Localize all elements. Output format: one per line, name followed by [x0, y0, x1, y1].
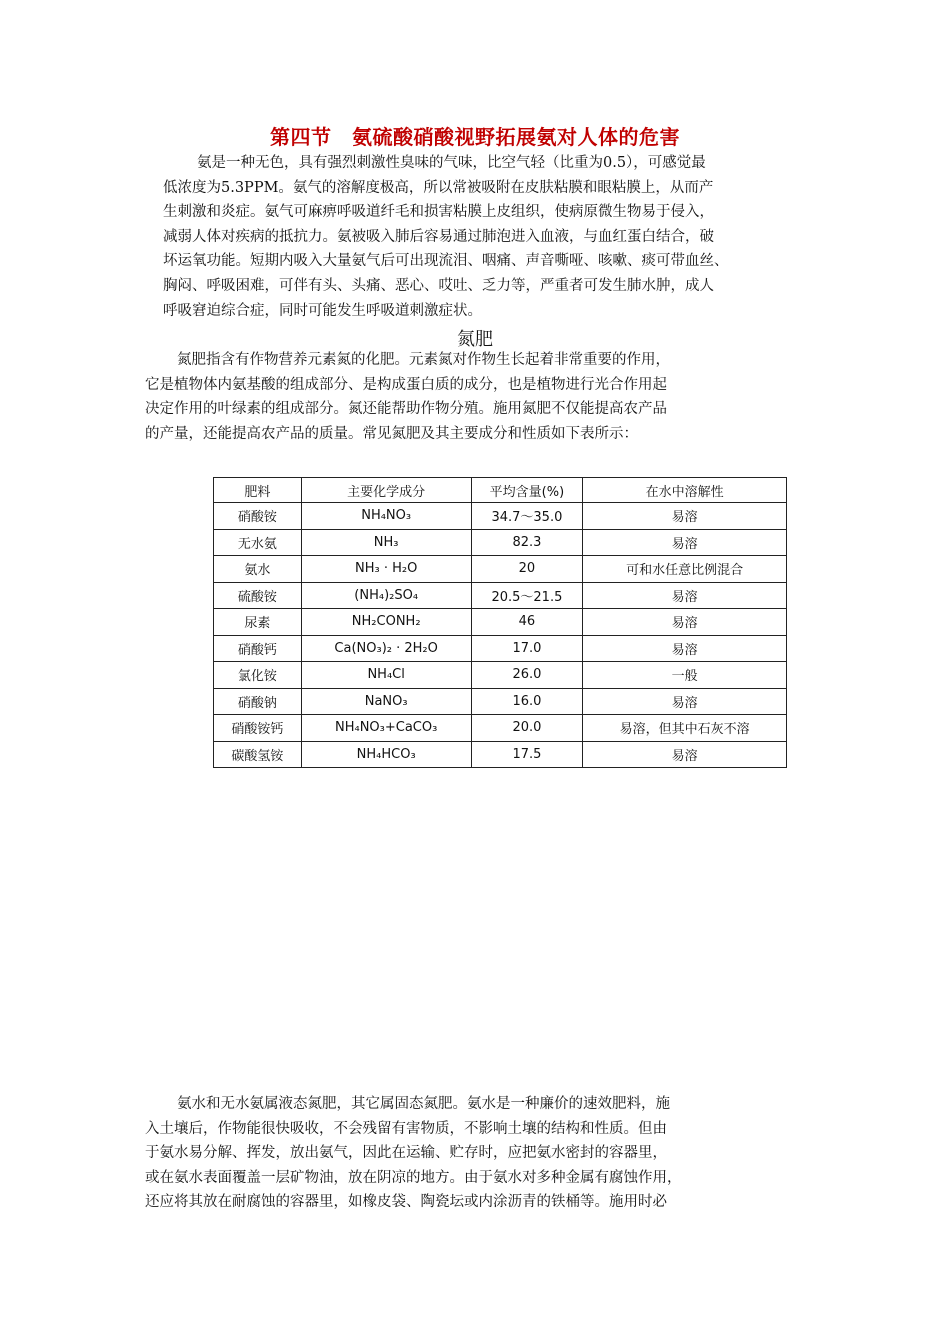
text-line: 减弱人体对疾病的抵抗力。氨被吸入肺后容易通过肺泡进入血液，与血红蛋白结合，破	[163, 228, 714, 245]
ammonia-hazard-paragraph	[163, 151, 729, 323]
text-line: 坏运氧功能。短期内吸入大量氨气后可出现流泪、咽痛、声音嘶哑、咳嗽、痰可带血丝、	[163, 253, 729, 270]
table-cell: NH₄Cl	[301, 662, 471, 689]
header-solubility: 在水中溶解性	[583, 478, 787, 503]
table-cell: NH₃ · H₂O	[301, 556, 471, 583]
text-line: 氨是一种无色，具有强烈刺激性臭味的气味，比空气轻（比重为0.5），可感觉最	[197, 155, 706, 171]
table-row	[214, 688, 787, 715]
table-cell: NH₃	[301, 529, 471, 556]
text-line: 它是植物体内氨基酸的组成部分、是构成蛋白质的成分，也是植物进行光合作用起	[145, 376, 667, 393]
table-cell: 20.5～21.5	[471, 582, 583, 609]
table-cell: Ca(NO₃)₂ · 2H₂O	[301, 635, 471, 662]
table-row	[214, 529, 787, 556]
table-cell: 34.7～35.0	[471, 503, 583, 530]
nitrogen-fertilizer-paragraph	[145, 348, 670, 446]
text-line: 入土壤后，作物能很快吸收，不会残留有害物质，不影响土壤的结构和性质。但由	[145, 1120, 667, 1137]
text-line: 呼吸窘迫综合症，同时可能发生呼吸道刺激症状。	[163, 302, 482, 319]
table-header-row	[214, 478, 787, 503]
header-content: 平均含量(%)	[471, 478, 583, 503]
table-row	[214, 635, 787, 662]
table-row	[214, 556, 787, 583]
table-cell: 20.0	[471, 715, 583, 742]
text-line: 的产量，还能提高农产品的质量。常见氮肥及其主要成分和性质如下表所示：	[145, 425, 638, 442]
fertilizer-table	[213, 477, 787, 768]
header-fertilizer: 肥料	[214, 478, 302, 503]
table-cell: 硝酸铵钙	[214, 715, 302, 742]
table-cell: 易溶	[583, 741, 787, 768]
table-cell: 易溶	[583, 688, 787, 715]
fertilizer-table-container	[213, 477, 787, 768]
text-line: 或在氨水表面覆盖一层矿物油，放在阴凉的地方。由于氨水对多种金属有腐蚀作用，	[145, 1169, 682, 1186]
text-line: 决定作用的叶绿素的组成部分。氮还能帮助作物分殖。施用氮肥不仅能提高农产品	[145, 401, 667, 418]
table-cell: NaNO₃	[301, 688, 471, 715]
table-cell: 26.0	[471, 662, 583, 689]
text-line: 氨水和无水氨属液态氮肥，其它属固态氮肥。氨水是一种廉价的速效肥料，施	[177, 1096, 670, 1112]
table-cell: 易溶，但其中石灰不溶	[583, 715, 787, 742]
ammonia-water-paragraph	[145, 1092, 682, 1215]
table-row	[214, 715, 787, 742]
section-subtitle: 氮肥	[457, 329, 493, 350]
table-cell: NH₄NO₃	[301, 503, 471, 530]
table-cell: 易溶	[583, 529, 787, 556]
page-title: 第四节 氨硫酸硝酸视野拓展氨对人体的危害	[270, 125, 680, 149]
table-cell: 氯化铵	[214, 662, 302, 689]
text-line: 于氨水易分解、挥发，放出氨气，因此在运输、贮存时，应把氨水密封的容器里，	[145, 1145, 667, 1162]
table-cell: 82.3	[471, 529, 583, 556]
table-cell: 易溶	[583, 503, 787, 530]
text-line: 氮肥指含有作物营养元素氮的化肥。元素氮对作物生长起着非常重要的作用，	[177, 352, 670, 368]
table-row	[214, 609, 787, 636]
header-composition: 主要化学成分	[301, 478, 471, 503]
table-cell: 易溶	[583, 635, 787, 662]
table-cell: 易溶	[583, 609, 787, 636]
text-line: 胸闷、呼吸困难，可伴有头、头痛、恶心、哎吐、乏力等，严重者可发生肺水肿，成人	[163, 277, 714, 294]
table-cell: NH₄HCO₃	[301, 741, 471, 768]
table-cell: 可和水任意比例混合	[583, 556, 787, 583]
text-line: 生刺激和炎症。氨气可麻痹呼吸道纤毛和损害粘膜上皮组织，使病原微生物易于侵入，	[163, 204, 714, 221]
table-cell: 硝酸钠	[214, 688, 302, 715]
text-line: 还应将其放在耐腐蚀的容器里，如橡皮袋、陶瓷坛或内涂沥青的铁桶等。施用时必	[145, 1194, 667, 1211]
table-cell: 17.0	[471, 635, 583, 662]
table-row	[214, 503, 787, 530]
table-cell: 易溶	[583, 582, 787, 609]
table-cell: 一般	[583, 662, 787, 689]
table-cell: 氨水	[214, 556, 302, 583]
text-line: 低浓度为5.3PPM。氨气的溶解度极高，所以常被吸附在皮肤粘膜和眼粘膜上，从而产	[163, 179, 714, 196]
table-cell: 尿素	[214, 609, 302, 636]
table-cell: 16.0	[471, 688, 583, 715]
table-cell: 碳酸氢铵	[214, 741, 302, 768]
table-cell: (NH₄)₂SO₄	[301, 582, 471, 609]
table-row	[214, 741, 787, 768]
table-cell: NH₄NO₃+CaCO₃	[301, 715, 471, 742]
table-cell: NH₂CONH₂	[301, 609, 471, 636]
table-cell: 20	[471, 556, 583, 583]
table-cell: 硝酸钙	[214, 635, 302, 662]
table-cell: 17.5	[471, 741, 583, 768]
table-cell: 无水氨	[214, 529, 302, 556]
table-row	[214, 582, 787, 609]
table-cell: 硫酸铵	[214, 582, 302, 609]
table-cell: 46	[471, 609, 583, 636]
table-row	[214, 662, 787, 689]
table-cell: 硝酸铵	[214, 503, 302, 530]
